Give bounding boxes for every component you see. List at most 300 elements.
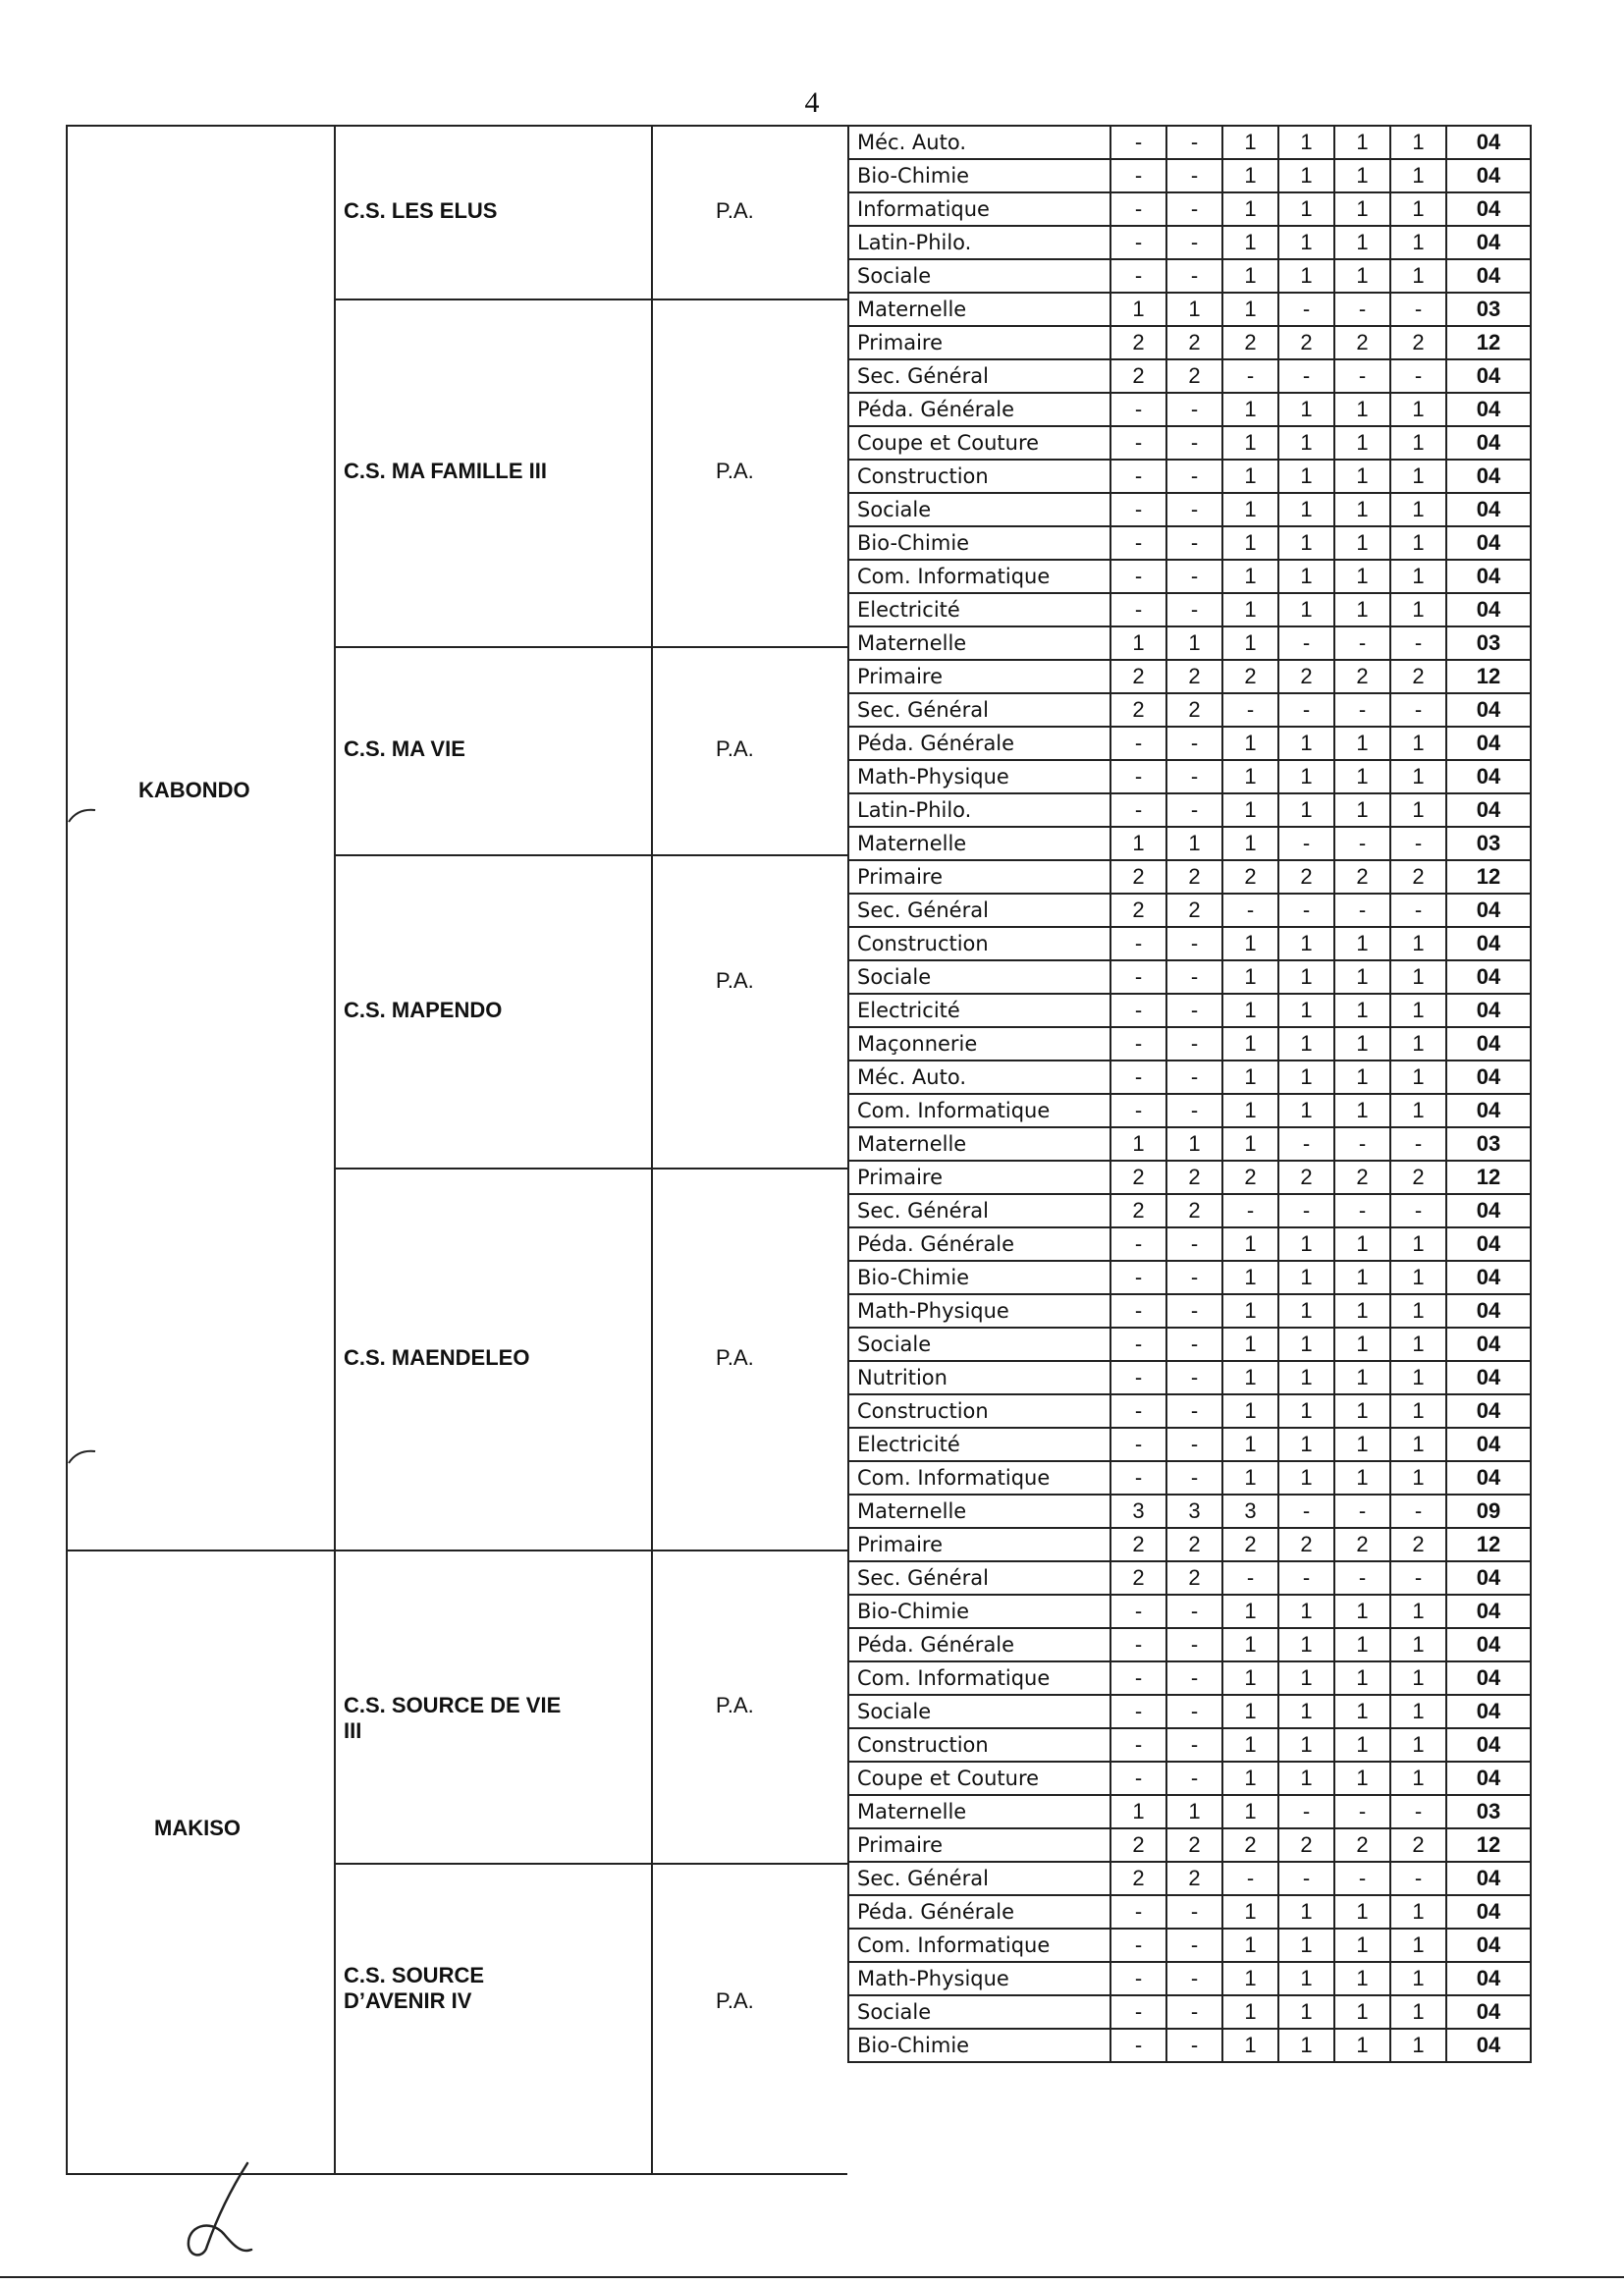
option-cell: Com. Informatique <box>848 560 1110 593</box>
count-cell: 1 <box>1334 1428 1390 1461</box>
count-cell: - <box>1110 1294 1166 1328</box>
count-cell: - <box>1110 192 1166 226</box>
option-cell: Primaire <box>848 660 1110 693</box>
count-cell: 1 <box>1222 1294 1278 1328</box>
total-cell: 04 <box>1446 1728 1531 1762</box>
count-cell: - <box>1166 226 1222 259</box>
table-row <box>848 1661 1531 1695</box>
count-cell: 2 <box>1222 660 1278 693</box>
option-cell: Méc. Auto. <box>848 126 1110 159</box>
count-cell: - <box>1334 894 1390 927</box>
table-row <box>848 159 1531 192</box>
count-cell: - <box>1166 1762 1222 1795</box>
count-cell: - <box>1166 1995 1222 2029</box>
table-row <box>848 1561 1531 1595</box>
total-cell: 04 <box>1446 259 1531 293</box>
count-cell: 1 <box>1222 226 1278 259</box>
count-cell: 1 <box>1390 192 1446 226</box>
count-cell: - <box>1110 1328 1166 1361</box>
count-cell: 1 <box>1278 1094 1334 1127</box>
table-row <box>848 126 1531 159</box>
count-cell: 1 <box>1390 793 1446 827</box>
total-cell: 04 <box>1446 1995 1531 2029</box>
count-cell: 1 <box>1390 1461 1446 1495</box>
count-cell: 1 <box>1334 493 1390 526</box>
option-cell: Sociale <box>848 1995 1110 2029</box>
count-cell: - <box>1110 259 1166 293</box>
count-cell: 1 <box>1222 727 1278 760</box>
count-cell: - <box>1390 1862 1446 1895</box>
table-row <box>848 226 1531 259</box>
count-cell: - <box>1390 1495 1446 1528</box>
count-cell: 1 <box>1278 960 1334 994</box>
page-number: 4 <box>804 86 820 119</box>
count-cell: 1 <box>1278 493 1334 526</box>
count-cell: 2 <box>1166 693 1222 727</box>
option-cell: Sec. Général <box>848 894 1110 927</box>
table-row <box>848 1261 1531 1294</box>
count-cell: 1 <box>1278 426 1334 460</box>
table-row <box>848 1728 1531 1762</box>
count-cell: 1 <box>1166 1795 1222 1828</box>
table-border-top <box>66 125 847 127</box>
count-cell: 1 <box>1334 560 1390 593</box>
table-row <box>848 894 1531 927</box>
count-cell: 1 <box>1222 259 1278 293</box>
count-cell: 1 <box>1222 1261 1278 1294</box>
school-divider <box>334 1168 847 1170</box>
count-cell: 1 <box>1390 1361 1446 1394</box>
count-cell: 1 <box>1390 593 1446 626</box>
count-cell: 1 <box>1222 1895 1278 1929</box>
option-cell: Electricité <box>848 1428 1110 1461</box>
total-cell: 12 <box>1446 660 1531 693</box>
count-cell: - <box>1110 1962 1166 1995</box>
total-cell: 03 <box>1446 626 1531 660</box>
count-cell: 1 <box>1390 994 1446 1027</box>
count-cell: 1 <box>1278 1995 1334 2029</box>
count-cell: 1 <box>1390 727 1446 760</box>
count-cell: 2 <box>1110 660 1166 693</box>
count-cell: - <box>1166 1595 1222 1628</box>
count-cell: - <box>1110 526 1166 560</box>
count-cell: 1 <box>1222 1394 1278 1428</box>
count-cell: 1 <box>1222 1962 1278 1995</box>
total-cell: 12 <box>1446 326 1531 359</box>
count-cell: 1 <box>1222 2029 1278 2062</box>
school-divider <box>334 1863 847 1865</box>
count-cell: 1 <box>1390 1929 1446 1962</box>
count-cell: 1 <box>1334 1027 1390 1061</box>
count-cell: 1 <box>1278 192 1334 226</box>
option-cell: Com. Informatique <box>848 1094 1110 1127</box>
count-cell: - <box>1222 894 1278 927</box>
count-cell: - <box>1166 927 1222 960</box>
count-cell: 1 <box>1334 1661 1390 1695</box>
total-cell: 04 <box>1446 1461 1531 1495</box>
count-cell: - <box>1166 1227 1222 1261</box>
count-cell: 2 <box>1390 1528 1446 1561</box>
count-cell: 1 <box>1334 1061 1390 1094</box>
regime-label: P.A. <box>716 968 754 993</box>
total-cell: 04 <box>1446 693 1531 727</box>
count-cell: 1 <box>1278 259 1334 293</box>
option-cell: Péda. Générale <box>848 727 1110 760</box>
count-cell: - <box>1166 1428 1222 1461</box>
table-row <box>848 192 1531 226</box>
total-cell: 12 <box>1446 1828 1531 1862</box>
count-cell: 1 <box>1334 460 1390 493</box>
count-cell: 1 <box>1222 1628 1278 1661</box>
count-cell: 2 <box>1110 1862 1166 1895</box>
total-cell: 04 <box>1446 1061 1531 1094</box>
option-cell: Sociale <box>848 259 1110 293</box>
table-row <box>848 393 1531 426</box>
count-cell: 2 <box>1166 660 1222 693</box>
count-cell: 1 <box>1334 1294 1390 1328</box>
count-cell: 1 <box>1222 1762 1278 1795</box>
count-cell: - <box>1390 359 1446 393</box>
count-cell: - <box>1166 1628 1222 1661</box>
regime-label: P.A. <box>716 1693 754 1717</box>
total-cell: 12 <box>1446 1161 1531 1194</box>
count-cell: 1 <box>1222 1728 1278 1762</box>
total-cell: 04 <box>1446 359 1531 393</box>
count-cell: 2 <box>1166 1528 1222 1561</box>
regime-label: P.A. <box>716 459 754 483</box>
school-name: C.S. LES ELUS <box>344 198 498 223</box>
count-cell: 1 <box>1278 460 1334 493</box>
count-cell: 2 <box>1166 326 1222 359</box>
count-cell: 1 <box>1278 1895 1334 1929</box>
count-cell: 1 <box>1222 1061 1278 1094</box>
total-cell: 09 <box>1446 1495 1531 1528</box>
count-cell: 1 <box>1278 1661 1334 1695</box>
total-cell: 04 <box>1446 1428 1531 1461</box>
count-cell: 1 <box>1222 560 1278 593</box>
school-divider <box>334 299 847 300</box>
count-cell: 1 <box>1334 259 1390 293</box>
table-row <box>848 1127 1531 1161</box>
count-cell: 1 <box>1222 1127 1278 1161</box>
option-cell: Sec. Général <box>848 693 1110 727</box>
commune-name: KABONDO <box>138 778 250 802</box>
scan-mark <box>66 800 105 830</box>
table-row <box>848 526 1531 560</box>
count-cell: - <box>1166 1261 1222 1294</box>
total-cell: 04 <box>1446 1561 1531 1595</box>
count-cell: 1 <box>1110 827 1166 860</box>
table-row <box>848 293 1531 326</box>
count-cell: 1 <box>1390 1661 1446 1695</box>
option-cell: Maçonnerie <box>848 1027 1110 1061</box>
count-cell: 3 <box>1110 1495 1166 1528</box>
count-cell: - <box>1278 693 1334 727</box>
count-cell: - <box>1334 827 1390 860</box>
regime-label: P.A. <box>716 736 754 761</box>
count-cell: 1 <box>1390 493 1446 526</box>
count-cell: - <box>1166 460 1222 493</box>
count-cell: - <box>1110 426 1166 460</box>
school-name: C.S. MA FAMILLE III <box>344 459 547 483</box>
count-cell: - <box>1222 1194 1278 1227</box>
count-cell: 1 <box>1334 226 1390 259</box>
count-cell: 1 <box>1334 1728 1390 1762</box>
count-cell: - <box>1334 359 1390 393</box>
count-cell: 1 <box>1222 1461 1278 1495</box>
column-divider <box>651 125 653 2175</box>
count-cell: 1 <box>1334 1628 1390 1661</box>
count-cell: 1 <box>1390 560 1446 593</box>
option-cell: Bio-Chimie <box>848 2029 1110 2062</box>
count-cell: - <box>1110 760 1166 793</box>
total-cell: 04 <box>1446 994 1531 1027</box>
bottom-rule <box>0 2276 1624 2278</box>
count-cell: - <box>1166 1895 1222 1929</box>
count-cell: - <box>1110 1695 1166 1728</box>
option-cell: Bio-Chimie <box>848 1595 1110 1628</box>
count-cell: - <box>1390 1561 1446 1595</box>
count-cell: 2 <box>1334 1828 1390 1862</box>
table-row <box>848 793 1531 827</box>
count-cell: 1 <box>1278 1728 1334 1762</box>
total-cell: 04 <box>1446 1361 1531 1394</box>
count-cell: 1 <box>1222 126 1278 159</box>
total-cell: 12 <box>1446 1528 1531 1561</box>
table-row <box>848 1895 1531 1929</box>
school-name: C.S. SOURCE D’AVENIR IV <box>344 1963 485 2013</box>
table-row <box>848 994 1531 1027</box>
count-cell: 1 <box>1334 1762 1390 1795</box>
count-cell: 1 <box>1334 593 1390 626</box>
count-cell: - <box>1110 1261 1166 1294</box>
count-cell: - <box>1166 1361 1222 1394</box>
count-cell: 1 <box>1334 1695 1390 1728</box>
count-cell: 1 <box>1390 760 1446 793</box>
total-cell: 04 <box>1446 393 1531 426</box>
count-cell: 2 <box>1222 1828 1278 1862</box>
count-cell: - <box>1166 526 1222 560</box>
count-cell: - <box>1166 1461 1222 1495</box>
count-cell: 1 <box>1222 1328 1278 1361</box>
count-cell: 1 <box>1222 994 1278 1027</box>
option-cell: Bio-Chimie <box>848 1261 1110 1294</box>
total-cell: 04 <box>1446 1027 1531 1061</box>
option-cell: Maternelle <box>848 827 1110 860</box>
option-cell: Math-Physique <box>848 1294 1110 1328</box>
count-cell: 2 <box>1166 1194 1222 1227</box>
count-cell: 2 <box>1166 1161 1222 1194</box>
count-cell: - <box>1110 1995 1166 2029</box>
count-cell: 1 <box>1334 727 1390 760</box>
option-cell: Maternelle <box>848 1795 1110 1828</box>
regime-label: P.A. <box>716 1345 754 1370</box>
count-cell: 2 <box>1110 1161 1166 1194</box>
count-cell: 1 <box>1334 1261 1390 1294</box>
count-cell: 1 <box>1278 1929 1334 1962</box>
count-cell: 2 <box>1390 660 1446 693</box>
count-cell: 1 <box>1390 259 1446 293</box>
table-row <box>848 1695 1531 1728</box>
option-cell: Math-Physique <box>848 1962 1110 1995</box>
count-cell: 1 <box>1222 1595 1278 1628</box>
table-row <box>848 1995 1531 2029</box>
table-row <box>848 2029 1531 2062</box>
count-cell: 1 <box>1222 293 1278 326</box>
option-cell: Sec. Général <box>848 1862 1110 1895</box>
count-cell: - <box>1334 1795 1390 1828</box>
table-row <box>848 493 1531 526</box>
count-cell: 1 <box>1390 1328 1446 1361</box>
count-cell: 1 <box>1334 1461 1390 1495</box>
total-cell: 04 <box>1446 426 1531 460</box>
count-cell: 3 <box>1166 1495 1222 1528</box>
count-cell: 1 <box>1278 1061 1334 1094</box>
count-cell: - <box>1110 226 1166 259</box>
count-cell: 1 <box>1390 126 1446 159</box>
option-cell: Maternelle <box>848 293 1110 326</box>
count-cell: 1 <box>1278 1428 1334 1461</box>
school-divider <box>66 1550 847 1551</box>
count-cell: 2 <box>1110 693 1166 727</box>
count-cell: 1 <box>1222 426 1278 460</box>
count-cell: - <box>1110 1394 1166 1428</box>
count-cell: - <box>1166 1094 1222 1127</box>
count-cell: 1 <box>1390 1895 1446 1929</box>
table-row <box>848 760 1531 793</box>
count-cell: 1 <box>1334 126 1390 159</box>
count-cell: 1 <box>1222 1094 1278 1127</box>
count-cell: - <box>1222 359 1278 393</box>
option-cell: Péda. Générale <box>848 1227 1110 1261</box>
table-row <box>848 593 1531 626</box>
count-cell: 3 <box>1222 1495 1278 1528</box>
count-cell: 1 <box>1278 1461 1334 1495</box>
count-cell: - <box>1110 1361 1166 1394</box>
count-cell: - <box>1166 192 1222 226</box>
count-cell: 1 <box>1222 1995 1278 2029</box>
option-cell: Com. Informatique <box>848 1929 1110 1962</box>
count-cell: - <box>1110 1428 1166 1461</box>
count-cell: 1 <box>1390 1261 1446 1294</box>
count-cell: 1 <box>1278 560 1334 593</box>
count-cell: 1 <box>1278 1595 1334 1628</box>
count-cell: - <box>1110 1595 1166 1628</box>
table-row <box>848 560 1531 593</box>
count-cell: - <box>1110 393 1166 426</box>
count-cell: 1 <box>1390 1027 1446 1061</box>
option-cell: Sec. Général <box>848 1194 1110 1227</box>
count-cell: - <box>1110 960 1166 994</box>
count-cell: - <box>1166 426 1222 460</box>
count-cell: 2 <box>1278 326 1334 359</box>
count-cell: 1 <box>1390 426 1446 460</box>
option-cell: Primaire <box>848 326 1110 359</box>
regime-label: P.A. <box>716 198 754 223</box>
total-cell: 03 <box>1446 293 1531 326</box>
commune-name: MAKISO <box>154 1816 241 1840</box>
count-cell: 1 <box>1222 1027 1278 1061</box>
total-cell: 04 <box>1446 1294 1531 1328</box>
table-row <box>848 860 1531 894</box>
count-cell: 2 <box>1166 1561 1222 1595</box>
count-cell: - <box>1166 259 1222 293</box>
total-cell: 04 <box>1446 526 1531 560</box>
table-row <box>848 693 1531 727</box>
count-cell: - <box>1166 793 1222 827</box>
count-cell: 2 <box>1334 326 1390 359</box>
count-cell: 2 <box>1222 1161 1278 1194</box>
total-cell: 04 <box>1446 927 1531 960</box>
table-row <box>848 960 1531 994</box>
count-cell: 1 <box>1278 159 1334 192</box>
table-row <box>848 1394 1531 1428</box>
count-cell: 1 <box>1390 1061 1446 1094</box>
count-cell: - <box>1222 693 1278 727</box>
count-cell: 1 <box>1390 1962 1446 1995</box>
count-cell: - <box>1334 1495 1390 1528</box>
count-cell: - <box>1278 293 1334 326</box>
count-cell: - <box>1110 560 1166 593</box>
count-cell: 2 <box>1110 1528 1166 1561</box>
count-cell: - <box>1110 159 1166 192</box>
count-cell: 1 <box>1334 393 1390 426</box>
option-cell: Méc. Auto. <box>848 1061 1110 1094</box>
option-cell: Sociale <box>848 1695 1110 1728</box>
option-cell: Sociale <box>848 493 1110 526</box>
count-cell: 1 <box>1334 1094 1390 1127</box>
total-cell: 04 <box>1446 593 1531 626</box>
count-cell: - <box>1166 560 1222 593</box>
count-cell: 2 <box>1334 1528 1390 1561</box>
count-cell: 1 <box>1110 1127 1166 1161</box>
count-cell: 1 <box>1278 727 1334 760</box>
count-cell: - <box>1110 1027 1166 1061</box>
count-cell: 2 <box>1110 359 1166 393</box>
count-cell: - <box>1110 1061 1166 1094</box>
count-cell: - <box>1278 359 1334 393</box>
option-cell: Latin-Philo. <box>848 226 1110 259</box>
option-cell: Maternelle <box>848 626 1110 660</box>
count-cell: 1 <box>1334 1227 1390 1261</box>
count-cell: 1 <box>1222 827 1278 860</box>
count-cell: 1 <box>1222 493 1278 526</box>
option-cell: Nutrition <box>848 1361 1110 1394</box>
count-cell: 1 <box>1390 2029 1446 2062</box>
count-cell: 1 <box>1334 526 1390 560</box>
count-cell: 1 <box>1110 293 1166 326</box>
count-cell: 2 <box>1222 326 1278 359</box>
count-cell: - <box>1334 1561 1390 1595</box>
count-cell: 1 <box>1110 1795 1166 1828</box>
total-cell: 04 <box>1446 226 1531 259</box>
count-cell: - <box>1110 126 1166 159</box>
count-cell: - <box>1166 159 1222 192</box>
total-cell: 04 <box>1446 1328 1531 1361</box>
option-cell: Informatique <box>848 192 1110 226</box>
count-cell: 1 <box>1278 126 1334 159</box>
count-cell: 1 <box>1390 1428 1446 1461</box>
count-cell: 1 <box>1222 1227 1278 1261</box>
count-cell: 1 <box>1390 1394 1446 1428</box>
scan-mark <box>66 1442 105 1471</box>
school-name: C.S. MA VIE <box>344 736 465 761</box>
option-cell: Com. Informatique <box>848 1461 1110 1495</box>
count-cell: - <box>1110 1895 1166 1929</box>
count-cell: - <box>1166 1929 1222 1962</box>
count-cell: 1 <box>1390 1695 1446 1728</box>
count-cell: - <box>1110 793 1166 827</box>
